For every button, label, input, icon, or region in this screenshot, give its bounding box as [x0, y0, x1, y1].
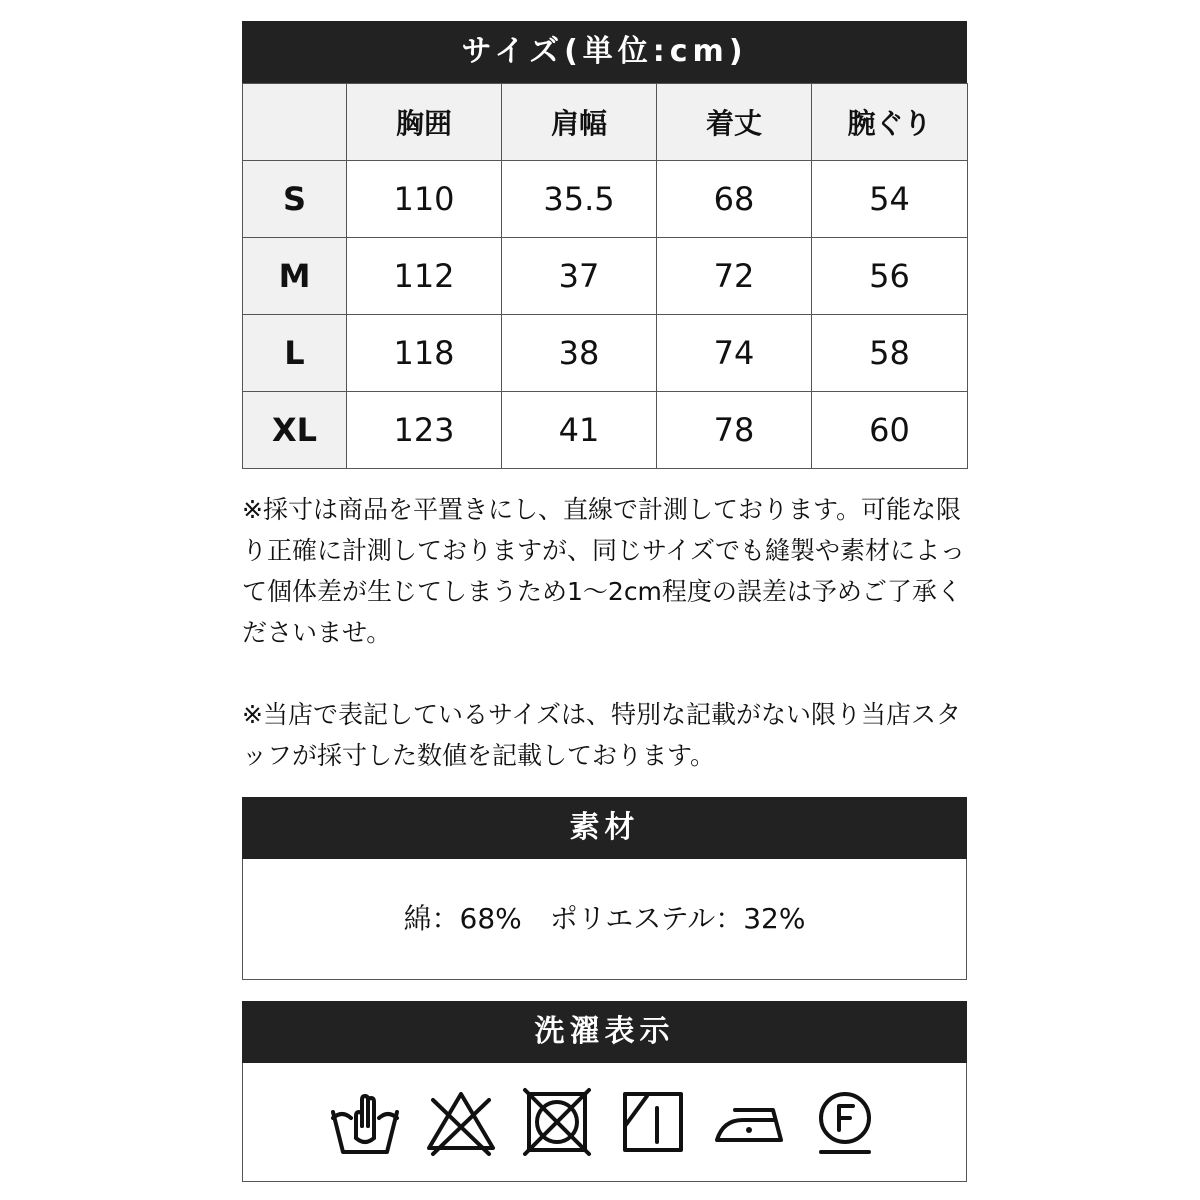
- table-row: [243, 238, 968, 315]
- table-cell: 38: [502, 315, 657, 392]
- size-info-sheet: [242, 21, 967, 1182]
- size-label: M: [243, 238, 347, 315]
- header-cell-empty: [243, 84, 347, 161]
- table-row: [243, 161, 968, 238]
- material-text: 綿：68% ポリエステル：32%: [242, 859, 967, 980]
- table-cell: 60: [812, 392, 968, 469]
- table-cell: 41: [502, 392, 657, 469]
- measurement-note: ※採寸は商品を平置きにし、直線で計測しております。可能な限り正確に計測しておりますが、同じサイズでも縫製や素材によって個体差が生じてしまうため1～2cm程度の誤差は予めご了承くださいませ。: [242, 495, 966, 647]
- header-cell-shoulder: 肩幅: [502, 84, 657, 161]
- table-cell: 110: [347, 161, 502, 238]
- size-label: S: [243, 161, 347, 238]
- table-row: [243, 392, 968, 469]
- material-section: [242, 797, 967, 980]
- material-title: 素材: [242, 797, 967, 859]
- size-label: L: [243, 315, 347, 392]
- table-row: [243, 315, 968, 392]
- care-section: [242, 1001, 967, 1182]
- header-cell-length: 着丈: [657, 84, 812, 161]
- table-cell: 68: [657, 161, 812, 238]
- care-icons-row: [242, 1063, 967, 1182]
- table-cell: 56: [812, 238, 968, 315]
- size-table: [242, 83, 968, 469]
- table-cell: 123: [347, 392, 502, 469]
- size-source-note: ※当店で表記しているサイズは、特別な記載がない限り当店スタッフが採寸した数値を記載しております。: [242, 700, 961, 770]
- size-label: XL: [243, 392, 347, 469]
- table-cell: 118: [347, 315, 502, 392]
- table-cell: 74: [657, 315, 812, 392]
- line-dry-icon: [617, 1086, 689, 1158]
- header-cell-armhole: 腕ぐり: [812, 84, 968, 161]
- dry-clean-f-icon: [809, 1086, 881, 1158]
- table-cell: 78: [657, 392, 812, 469]
- table-cell: 58: [812, 315, 968, 392]
- header-cell-chest: 胸囲: [347, 84, 502, 161]
- hand-wash-icon: [329, 1086, 401, 1158]
- table-cell: 54: [812, 161, 968, 238]
- table-cell: 72: [657, 238, 812, 315]
- size-chart-title: サイズ(単位:cm): [242, 21, 967, 83]
- table-cell: 35.5: [502, 161, 657, 238]
- size-table-header-row: [243, 84, 968, 161]
- table-cell: 112: [347, 238, 502, 315]
- no-tumble-dry-icon: [521, 1086, 593, 1158]
- low-iron-icon: [713, 1086, 785, 1158]
- care-title: 洗濯表示: [242, 1001, 967, 1063]
- no-bleach-icon: [425, 1086, 497, 1158]
- table-cell: 37: [502, 238, 657, 315]
